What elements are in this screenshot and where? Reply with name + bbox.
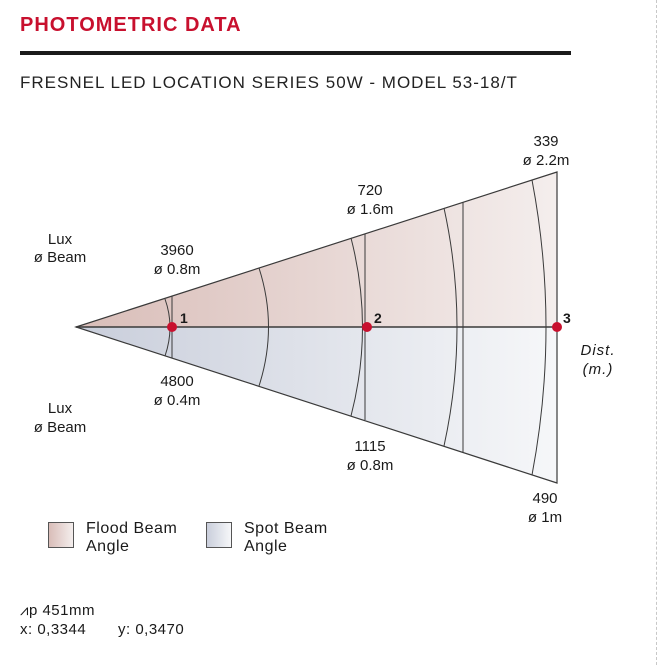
flood-beam-3: ø 2.2m xyxy=(522,152,570,169)
footer-line-1: ⩘p 451mm xyxy=(20,602,95,619)
spot-swatch xyxy=(206,522,232,548)
flood-lux-3: 339 xyxy=(533,133,559,150)
page-title: PHOTOMETRIC DATA xyxy=(20,14,242,36)
distance-marker-2 xyxy=(362,322,372,332)
flood-lux-1: 3960 xyxy=(160,242,194,259)
spot-beam-1: ø 0.4m xyxy=(153,392,201,409)
lux-row-label-bottom: Lux xyxy=(47,400,73,417)
distance-label-2: 2 xyxy=(374,310,382,326)
spot-beam-2: ø 0.8m xyxy=(346,457,394,474)
flood-beam-2: ø 1.6m xyxy=(346,201,394,218)
spot-beam-3: ø 1m xyxy=(527,509,563,526)
beam-row-label-bottom: ø Beam xyxy=(33,419,87,436)
footer-x-value: x: 0,3344 xyxy=(20,621,87,638)
legend-flood xyxy=(48,520,177,556)
distance-marker-1 xyxy=(167,322,177,332)
distance-axis-label: Dist. xyxy=(580,342,616,359)
flood-lux-2: 720 xyxy=(357,182,383,199)
distance-axis-unit: (m.) xyxy=(582,361,614,378)
footer-y-value: y: 0,3470 xyxy=(118,621,185,638)
flood-swatch xyxy=(48,522,74,548)
beam-row-label-top: ø Beam xyxy=(33,249,87,266)
legend-spot xyxy=(206,520,328,556)
flood-beam-1: ø 0.8m xyxy=(153,261,201,278)
spot-lux-1: 4800 xyxy=(160,373,194,390)
spot-lux-2: 1115 xyxy=(354,438,386,455)
spot-lux-3: 490 xyxy=(532,490,558,507)
spot-legend-label: Spot Beam Angle xyxy=(244,520,328,555)
flood-legend-label: Flood Beam Angle xyxy=(86,520,178,555)
page-subtitle: FRESNEL LED LOCATION SERIES 50W - MODEL 53-18/T xyxy=(20,73,518,92)
distance-marker-3 xyxy=(552,322,562,332)
distance-label-1: 1 xyxy=(180,310,188,326)
distance-label-3: 3 xyxy=(563,310,571,326)
lux-row-label-top: Lux xyxy=(47,231,73,248)
